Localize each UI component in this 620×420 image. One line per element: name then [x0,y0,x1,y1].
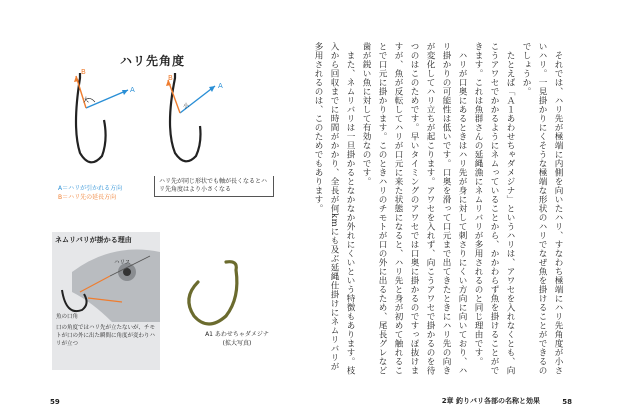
paragraph-3: ハリが口奥にあるときはハリ先が身に対して刺さりにくい方向に向いており、ハリ掛かりの可能性は低いです。口奥を滑って口元まで出てきたときにハリ先の向きが変化してハリ立ちが起こります。アワセを入れず、向こうアワセで掛かるのを待つのはこのためです。早いタイミングのアワセでは口奥に掛かるのですっぽ抜けますが、魚が反転してハリが口元に来た状態になると、ハリ先と身が初めて触れることで口元に掛かります。このときハリのチモトが口の外に出るため、尾長グレなど歯が鋭い魚に対して有効なのです。 [361,42,467,375]
label-small: 小 [183,103,190,110]
chapter-title: 2章 釣りバリ各部の名称と効果 [441,397,540,405]
label-a1: A [130,86,135,94]
hook-caption [192,330,282,348]
hook-caption-line-2: (拡大写真) [222,340,252,347]
paragraph-4: また、ネムリバリは一旦掛かるとなかなか外れにくいという特徴もあります。枝入から回収までに時間がかかり、全長が何kmにも及ぶ延縄仕掛けにネムリバリが多用されるのは、このためでもあります。 [313,42,355,375]
photo-caption: 口の角度ではハリ先が立たないが、チモトが口の外に出た瞬間に角度が変わりハリが立つ [56,325,156,347]
legend-item-a: A＝ハリが引かれる方向 [58,185,123,192]
paragraph-2: たとえば「Ａ１あわせちゃダメジナ」というハリは、アワセを入れなくとも、向こうアワセでかかるようにネムっていることから、かかわらず魚を掛けることができます。これは魚群さんの延縄漁にネムリバリが多用されるのと同じ理由です。 [473,42,515,375]
label-a2: A [218,82,223,90]
paragraph-1: それでは、ハリ先が極端に内側を向いたハリ、すなわち極端にハリ先角度が小さいハリ。一見掛かりにくそうな極端な形状のハリでなぜ魚を掛けることができるのでしょうか。 [521,42,563,375]
body-text [313,42,566,380]
legend-item-b: B＝ハリ先の延長方向 [58,194,117,201]
figure-title: ハリ先角度 [120,54,186,68]
legend [58,184,122,202]
hook-1 [76,73,106,162]
note-box: ハリ先が同じ形状でも軸が長くなるとハリ先角度はより小さくなる [154,176,274,197]
page-number-right: 58 [562,398,572,406]
label-hook-line: ハリス [114,260,131,266]
hook-2 [170,73,201,161]
photo-box [52,232,160,370]
label-large: 大 [83,97,90,104]
page-number-left: 59 [50,398,60,406]
hook-caption-line-1: A1 あわせちゃダメジナ [205,331,269,338]
fish-mouth-illustration [52,232,160,322]
direction-a-arrow-1 [86,90,128,108]
photo-title: ネムリバリが掛かる理由 [55,236,132,244]
label-b1: B [81,68,86,76]
hook-photo [178,258,258,338]
label-b2: B [168,74,173,82]
label-mouth-corner: 魚の口角 [56,314,79,320]
right-page [310,0,620,420]
hook-angle-diagram [40,68,280,178]
